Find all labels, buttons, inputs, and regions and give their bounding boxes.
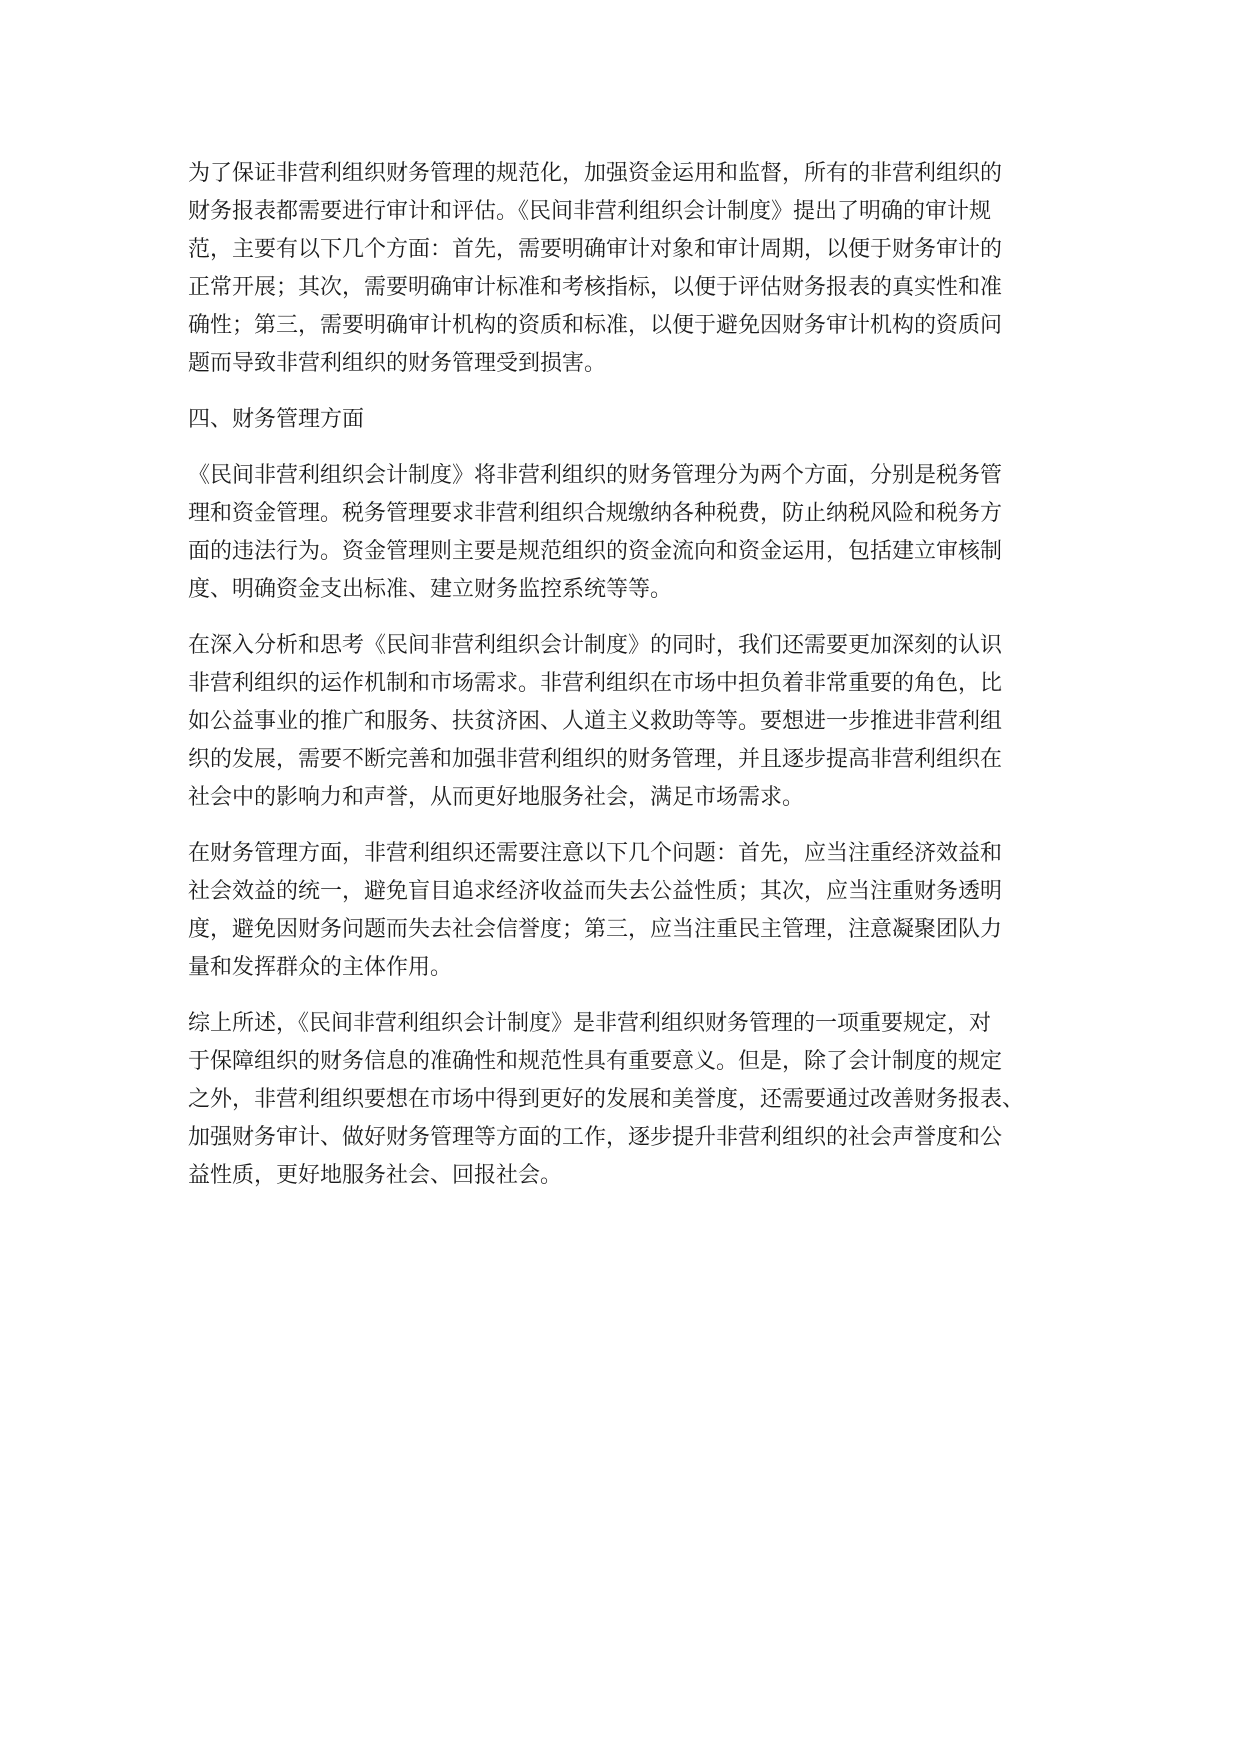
paragraph-operating-mechanism <box>188 627 1048 817</box>
text-line: 财务报表都需要进行审计和评估。《民间非营利组织会计制度》提出了明确的审计规 <box>188 199 992 224</box>
paragraph-key-issues <box>188 835 1048 987</box>
text-line: 确性；第三，需要明确审计机构的资质和标准，以便于避免因财务审计机构的资质问 <box>188 313 1003 338</box>
text-line: 度，避免因财务问题而失去社会信誉度；第三，应当注重民主管理，注意凝聚团队力 <box>188 917 1003 942</box>
paragraph-tax-and-fund-management <box>188 457 1048 609</box>
text-line: 如公益事业的推广和服务、扶贫济困、人道主义救助等等。要想进一步推进非营利组 <box>188 709 1003 734</box>
text-line: 之外，非营利组织要想在市场中得到更好的发展和美誉度，还需要通过改善财务报表、 <box>188 1087 1025 1112</box>
text-line: 社会效益的统一，避免盲目追求经济收益而失去公益性质；其次，应当注重财务透明 <box>188 879 1003 904</box>
text-line: 在财务管理方面，非营利组织还需要注意以下几个问题：首先，应当注重经济效益和 <box>188 841 1003 866</box>
text-line: 加强财务审计、做好财务管理等方面的工作，逐步提升非营利组织的社会声誉度和公 <box>188 1125 1003 1150</box>
text-line: 于保障组织的财务信息的准确性和规范性具有重要意义。但是，除了会计制度的规定 <box>188 1049 1003 1074</box>
text-line: 面的违法行为。资金管理则主要是规范组织的资金流向和资金运用，包括建立审核制 <box>188 539 1003 564</box>
text-line: 题而导致非营利组织的财务管理受到损害。 <box>188 351 607 376</box>
paragraph-audit-standards <box>188 155 1048 383</box>
text-line: 《民间非营利组织会计制度》将非营利组织的财务管理分为两个方面，分别是税务管 <box>188 463 1003 488</box>
text-line: 范，主要有以下几个方面：首先，需要明确审计对象和审计周期，以便于财务审计的 <box>188 237 1003 262</box>
document-body <box>188 155 1048 1213</box>
text-line: 为了保证非营利组织财务管理的规范化，加强资金运用和监督，所有的非营利组织的 <box>188 161 1003 186</box>
text-line: 正常开展；其次，需要明确审计标准和考核指标，以便于评估财务报表的真实性和准 <box>188 275 1003 300</box>
text-line: 织的发展，需要不断完善和加强非营利组织的财务管理，并且逐步提高非营利组织在 <box>188 747 1003 772</box>
text-line: 非营利组织的运作机制和市场需求。非营利组织在市场中担负着非常重要的角色，比 <box>188 671 1003 696</box>
section-heading-financial-management <box>188 401 1048 439</box>
text-line: 综上所述，《民间非营利组织会计制度》是非营利组织财务管理的一项重要规定，对 <box>188 1011 992 1036</box>
heading-text: 四、财务管理方面 <box>188 407 365 432</box>
text-line: 度、明确资金支出标准、建立财务监控系统等等。 <box>188 577 673 602</box>
text-line: 益性质，更好地服务社会、回报社会。 <box>188 1163 563 1188</box>
text-line: 理和资金管理。税务管理要求非营利组织合规缴纳各种税费，防止纳税风险和税务方 <box>188 501 1003 526</box>
paragraph-conclusion <box>188 1005 1048 1195</box>
text-line: 社会中的影响力和声誉，从而更好地服务社会，满足市场需求。 <box>188 785 805 810</box>
text-line: 在深入分析和思考《民间非营利组织会计制度》的同时，我们还需要更加深刻的认识 <box>188 633 1003 658</box>
text-line: 量和发挥群众的主体作用。 <box>188 955 453 980</box>
